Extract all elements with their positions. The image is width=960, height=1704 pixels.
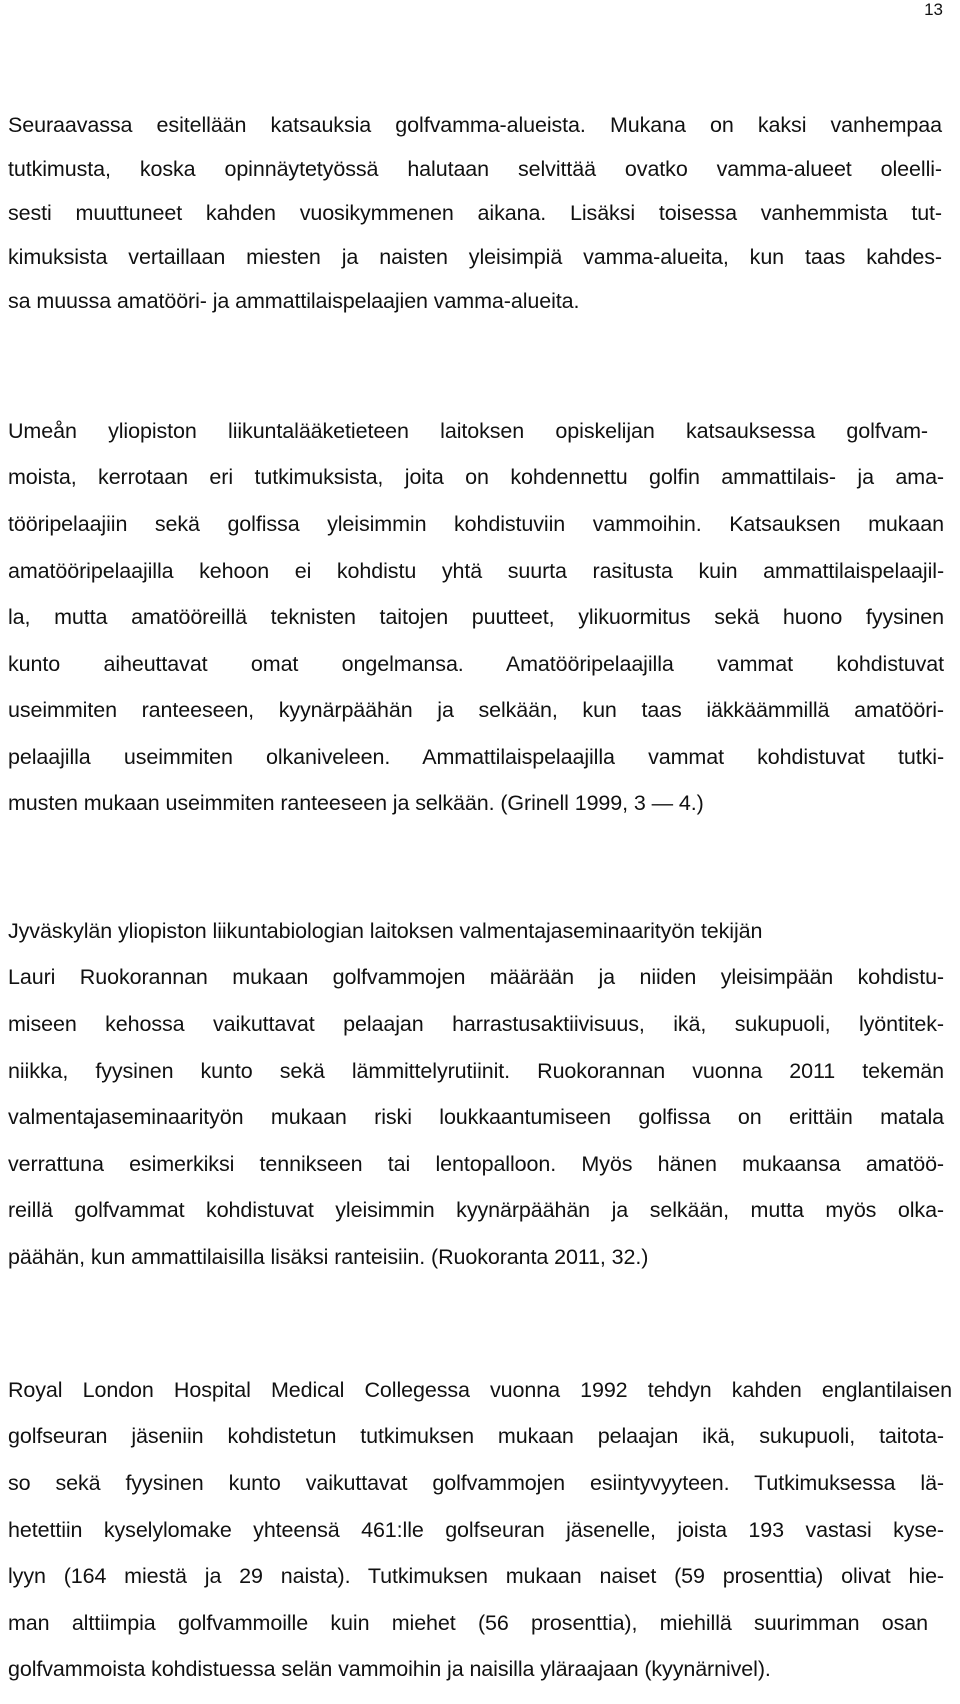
text-line: musten mukaan useimmiten ranteeseen ja selkään. (Grinell 1999, 3 — 4.) <box>8 791 704 815</box>
text-line: miseen kehossa vaikuttavat pelaajan harrastusaktiivisuus, ikä, sukupuoli, lyöntitek- <box>8 1012 944 1036</box>
text-line: so sekä fyysinen kunto vaikuttavat golfvammojen esiintyvyyteen. Tutkimuksessa lä- <box>8 1471 944 1495</box>
text-line: golfseuran jäseniin kohdistetun tutkimuksen mukaan pelaajan ikä, sukupuoli, taitota- <box>8 1424 944 1448</box>
text-line: kunto aiheuttavat omat ongelmansa. Amatööripelaajilla vammat kohdistuvat <box>8 652 944 676</box>
text-line: tööripelaajiin sekä golfissa yleisimmin kohdistuviin vammoihin. Katsauksen mukaan <box>8 512 944 536</box>
text-line: niikka, fyysinen kunto sekä lämmittelyrutiinit. Ruokorannan vuonna 2011 tekemän <box>8 1059 944 1083</box>
text-line: la, mutta amatööreillä teknisten taitojen puutteet, ylikuormitus sekä huono fyysinen <box>8 605 944 629</box>
text-line: Seuraavassa esitellään katsauksia golfvamma-alueista. Mukana on kaksi vanhempaa <box>8 113 942 137</box>
text-line: man alttiimpia golfvammoille kuin miehet (56 prosenttia), miehillä suurimman osan <box>8 1611 928 1635</box>
text-line: lyyn (164 miestä ja 29 naista). Tutkimuksen mukaan naiset (59 prosenttia) olivat hie- <box>8 1564 944 1588</box>
page-number: 13 <box>924 0 943 19</box>
text-line: verrattuna esimerkiksi tennikseen tai lentopalloon. Myös hänen mukaansa amatöö- <box>8 1152 944 1176</box>
text-line: valmentajaseminaarityön mukaan riski loukkaantumiseen golfissa on erittäin matala <box>8 1105 944 1129</box>
text-line: useimmiten ranteeseen, kyynärpäähän ja selkään, kun taas iäkkäämmillä amatööri- <box>8 698 944 722</box>
text-line: amatööripelaajilla kehoon ei kohdistu yhtä suurta rasitusta kuin ammattilaispelaajil- <box>8 559 944 583</box>
text-line: pelaajilla useimmiten olkaniveleen. Ammattilaispelaajilla vammat kohdistuvat tutki- <box>8 745 944 769</box>
text-line: golfvammoista kohdistuessa selän vammoihin ja naisilla yläraajaan (kyynärnivel). <box>8 1657 771 1681</box>
text-line: Royal London Hospital Medical Collegessa vuonna 1992 tehdyn kahden englantilaisen <box>8 1378 952 1402</box>
text-line: sa muussa amatööri- ja ammattilaispelaajien vamma-alueita. <box>8 289 580 313</box>
text-line: Lauri Ruokorannan mukaan golfvammojen määrään ja niiden yleisimpään kohdistu- <box>8 965 944 989</box>
text-line: tutkimusta, koska opinnäytetyössä halutaan selvittää ovatko vamma-alueet oleelli- <box>8 157 942 181</box>
text-line: Jyväskylän yliopiston liikuntabiologian laitoksen valmentajaseminaarityön tekijän <box>8 919 763 943</box>
text-line: reillä golfvammat kohdistuvat yleisimmin kyynärpäähän ja selkään, mutta myös olka- <box>8 1198 944 1222</box>
text-line: moista, kerrotaan eri tutkimuksista, joita on kohdennettu golfin ammattilais- ja ama- <box>8 465 944 489</box>
text-line: hetettiin kyselylomake yhteensä 461:lle golfseuran jäsenelle, joista 193 vastasi kyse- <box>8 1518 944 1542</box>
text-line: kimuksista vertaillaan miesten ja naisten yleisimpiä vamma-alueita, kun taas kahdes- <box>8 245 942 269</box>
text-line: päähän, kun ammattilaisilla lisäksi ranteisiin. (Ruokoranta 2011, 32.) <box>8 1245 649 1269</box>
text-line: sesti muuttuneet kahden vuosikymmenen aikana. Lisäksi toisessa vanhemmista tut- <box>8 201 942 225</box>
text-line: Umeån yliopiston liikuntalääketieteen laitoksen opiskelijan katsauksessa golfvam- <box>8 419 928 443</box>
